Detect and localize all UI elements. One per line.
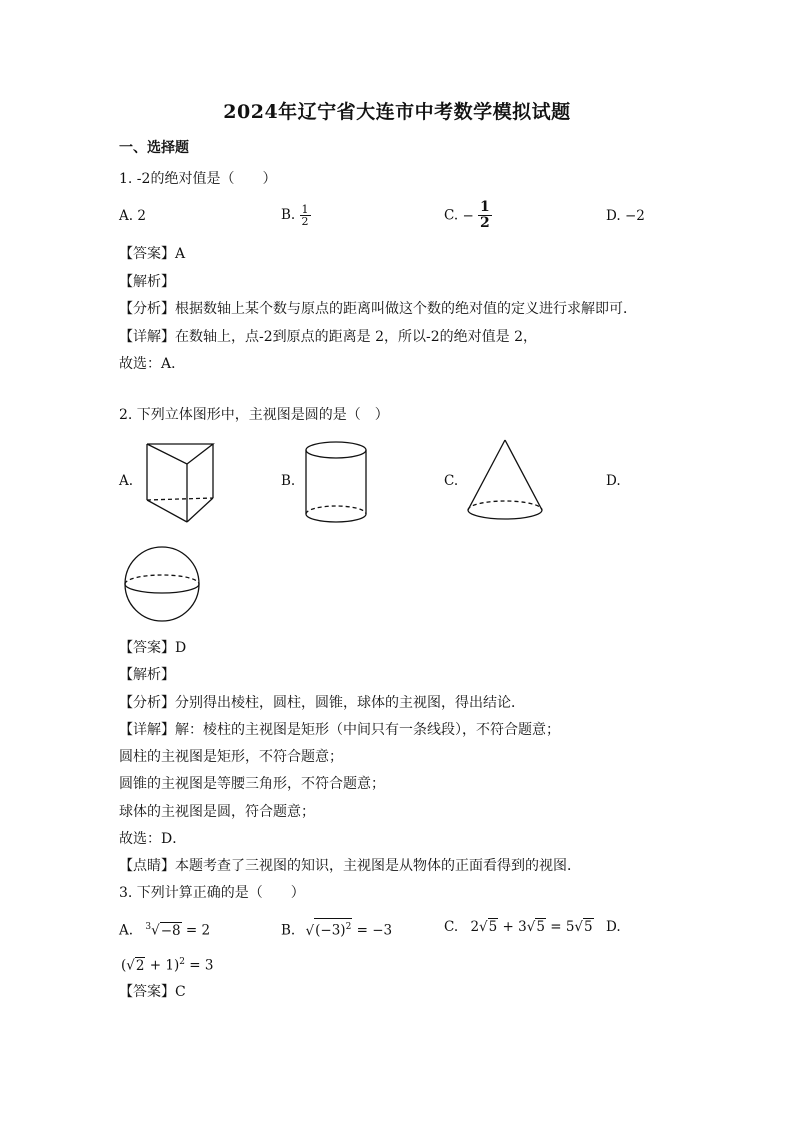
q2-detail-4: 球体的主视图是圆，符合题意； xyxy=(119,804,315,820)
q2-comment: 【点睛】本题考查了三视图的知识，主视图是从物体的正面看得到的视图． xyxy=(119,858,581,874)
q3-option-c-radicand-2: 5 xyxy=(536,919,545,935)
q2-detail-3: 圆锥的主视图是等腰三角形，不符合题意； xyxy=(119,776,385,792)
q3-option-b-rhs: = −3 xyxy=(352,922,393,939)
radical-sign-icon: √ xyxy=(526,919,536,935)
q3-stem: 3. 下列计算正确的是（ ） xyxy=(119,885,305,901)
q1-detail: 【详解】在数轴上，点-2到原点的距离是 2，所以-2的绝对值是 2， xyxy=(119,329,537,345)
q1-option-b xyxy=(281,204,311,227)
q2-label-b: B. xyxy=(281,473,296,489)
q2-detail-2: 圆柱的主视图是矩形，不符合题意； xyxy=(119,749,343,765)
q2-choice: 故选：D． xyxy=(119,831,187,847)
q3-option-d-radicand: 2 xyxy=(135,957,145,974)
q3-option-d xyxy=(121,953,213,975)
q3-option-b xyxy=(281,918,392,940)
q1-option-c-fraction xyxy=(478,200,492,231)
q3-option-c-radicand-3: 5 xyxy=(584,919,593,935)
q3-option-a-radicand: −8 xyxy=(160,922,181,939)
q3-option-c-coef-1: 2 xyxy=(470,919,480,935)
q3-option-a-label: A. xyxy=(119,922,134,939)
q2-analysis-heading: 【解析】 xyxy=(119,667,175,683)
q3-option-d-rhs: = 3 xyxy=(184,957,214,974)
q3-option-c-equals: = 5 xyxy=(545,919,575,935)
q3-option-a-rhs: = 2 xyxy=(181,922,211,939)
q1-answer: 【答案】A xyxy=(119,246,186,262)
q3-option-b-exponent: 2 xyxy=(345,922,352,932)
q1-option-b-numerator: 1 xyxy=(301,203,309,216)
q1-option-a-label: A. xyxy=(119,208,134,224)
cylinder-figure xyxy=(302,438,372,528)
q2-label-a: A. xyxy=(119,473,134,489)
q2-label-d: D. xyxy=(606,473,621,489)
q3-option-b-radicand-group xyxy=(314,918,352,939)
sphere-figure xyxy=(122,544,202,626)
radical-sign-icon: √ xyxy=(574,919,584,935)
q3-option-c xyxy=(444,918,594,936)
q3-option-b-radicand: (−3) xyxy=(315,922,346,939)
q3-answer: 【答案】C xyxy=(119,984,186,1000)
radical-sign-icon: √ xyxy=(305,922,315,939)
q1-option-a xyxy=(119,207,146,225)
q3-option-d-label: D. xyxy=(606,919,621,935)
q2-detail: 【详解】解：棱柱的主视图是矩形（中间只有一条线段），不符合题意； xyxy=(119,722,560,738)
q2-analysis: 【分析】分别得出棱柱，圆柱，圆锥，球体的主视图，得出结论． xyxy=(119,695,525,711)
q1-option-d xyxy=(606,207,645,225)
q1-option-c-numerator: 1 xyxy=(480,199,490,215)
q3-option-b-label: B. xyxy=(281,922,296,939)
q2-stem: 2. 下列立体图形中，主视图是圆的是（ ） xyxy=(119,407,389,423)
q3-option-d-open: ( xyxy=(121,957,127,974)
q3-option-a xyxy=(119,918,210,940)
q3-option-d-exponent: 2 xyxy=(179,957,185,967)
q3-option-a-index: 3 xyxy=(145,922,152,932)
radical-sign-icon: √ xyxy=(151,922,160,939)
cone-figure xyxy=(464,436,548,528)
q3-option-d-plus: + 1) xyxy=(145,957,180,974)
q1-option-c xyxy=(444,200,492,231)
q1-analysis-heading: 【解析】 xyxy=(119,274,175,290)
q1-stem: 1. -2的绝对值是（ ） xyxy=(119,171,277,187)
q1-option-c-sign: − xyxy=(462,207,474,224)
q1-option-b-label: B. xyxy=(281,207,296,223)
q1-option-d-label: D. xyxy=(606,208,621,224)
page-title: 2024年辽宁省大连市中考数学模拟试题 xyxy=(223,101,571,123)
radical-sign-icon: √ xyxy=(126,957,135,974)
q1-option-c-denominator: 2 xyxy=(480,215,490,231)
section-heading: 一、选择题 xyxy=(119,140,189,156)
q2-answer: 【答案】D xyxy=(119,640,187,656)
q3-option-c-label: C. xyxy=(444,919,459,935)
q1-option-d-value: −2 xyxy=(624,208,645,224)
q1-option-b-denominator: 2 xyxy=(301,215,309,228)
radical-sign-icon: √ xyxy=(479,919,488,935)
q1-option-b-fraction xyxy=(300,204,311,227)
triangular-prism-figure xyxy=(140,438,220,528)
q1-analysis: 【分析】根据数轴上某个数与原点的距离叫做这个数的绝对值的定义进行求解即可． xyxy=(119,301,637,317)
q3-option-c-radicand-1: 5 xyxy=(488,919,498,935)
q1-option-c-label: C. xyxy=(444,207,459,224)
q3-option-c-plus: + 3 xyxy=(498,919,527,935)
q1-choice: 故选：A． xyxy=(119,356,186,372)
q1-option-a-value: 2 xyxy=(137,208,146,224)
q2-label-c: C. xyxy=(444,473,459,489)
